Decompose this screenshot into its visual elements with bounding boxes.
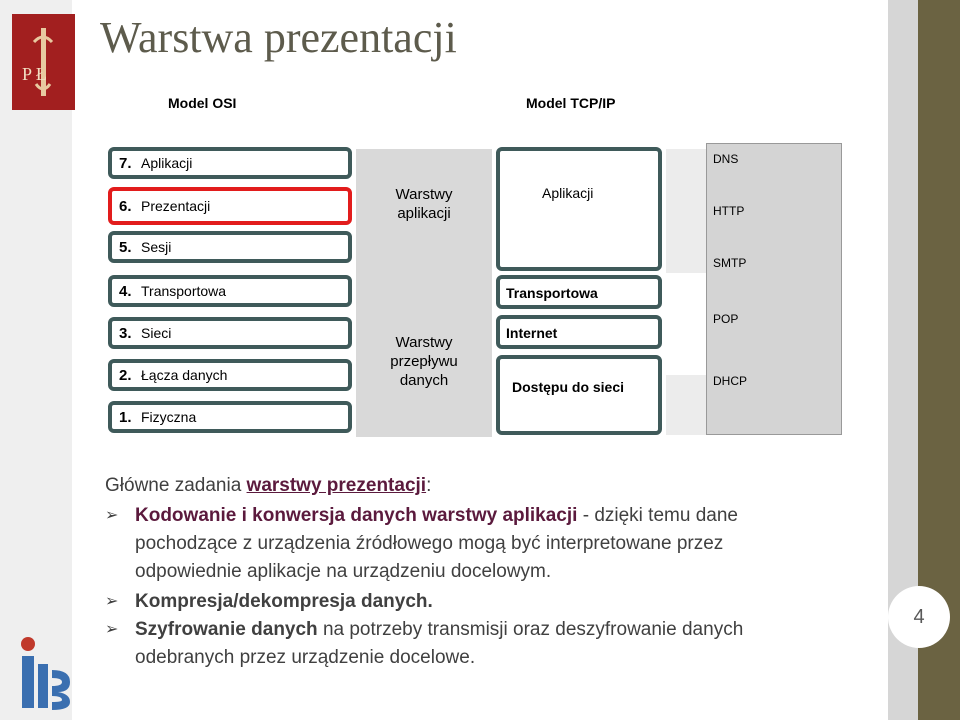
highlight-term: warstwy prezentacji (246, 475, 427, 496)
institute-logo (14, 634, 74, 712)
protocol-list (706, 143, 842, 435)
upper-middle-label: Warstwy aplikacji (395, 186, 453, 222)
arrow-bullet-icon: ➢ (105, 507, 119, 524)
protocol-item: DHCP (713, 374, 748, 388)
osi-layer-1: 1. Fizyczna (108, 401, 352, 433)
tcp-layer-transport: Transportowa (496, 275, 662, 309)
svg-text:P Ł: P Ł (22, 64, 47, 84)
osi-layer-5: 5. Sesji (108, 231, 352, 263)
osi-layer-6-highlighted: 6. Prezentacji (108, 187, 352, 225)
tcp-layer-application: Aplikacji (496, 147, 662, 271)
osi-layer-7: 7. Aplikacji (108, 147, 352, 179)
slide-title: Warstwa prezentacji (100, 13, 457, 62)
osi-layer-2: 2. Łącza danych (108, 359, 352, 391)
bullet-1-line-2: pochodzące z urządzenia źródłowego mogą być interpretowane przez (135, 533, 724, 554)
osi-header: Model OSI (168, 95, 237, 111)
bullet-1-line-3: odpowiednie aplikacje na urządzeniu docelowym. (135, 561, 552, 582)
protocol-item: SMTP (713, 256, 747, 270)
tcp-layer-network-access: Dostępu do sieci (496, 355, 662, 435)
tcp-header: Model TCP/IP (526, 95, 616, 111)
page-number: 4 (888, 586, 950, 648)
bullet-3: Szyfrowanie danych na potrzeby transmisji oraz deszyfrowanie danych (135, 619, 744, 640)
protocol-item: DNS (713, 152, 739, 166)
bullet-2: Kompresja/dekompresja danych. (135, 591, 433, 612)
osi-layer-4: 4. Transportowa (108, 275, 352, 307)
bullet-1: Kodowanie i konwersja danych warstwy aplikacji - dzięki temu dane (135, 505, 738, 526)
tcp-layer-internet: Internet (496, 315, 662, 349)
arrow-bullet-icon: ➢ (105, 593, 119, 610)
osi-layer-3: 3. Sieci (108, 317, 352, 349)
protocol-item: POP (713, 312, 739, 326)
bullet-3-line-2: odebranych przez urządzenie docelowe. (135, 647, 476, 668)
osi-tcpip-diagram (100, 85, 845, 450)
intro-line: Główne zadania warstwy prezentacji: (105, 475, 432, 496)
lower-middle-label: Warstwy przepływu danych (390, 334, 458, 389)
arrow-bullet-icon: ➢ (105, 621, 119, 638)
protocol-item: HTTP (713, 204, 745, 218)
university-logo (12, 14, 75, 110)
